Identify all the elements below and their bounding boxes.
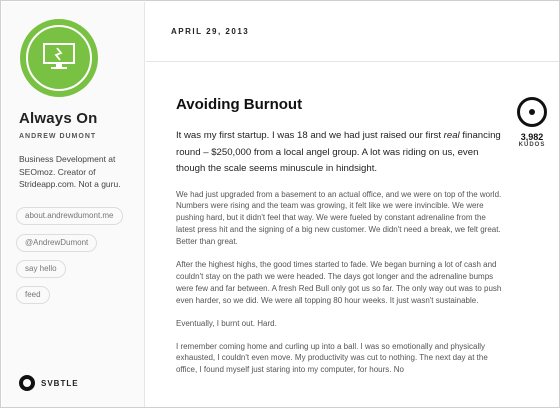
kudos-label: KUDOS	[518, 142, 546, 148]
kudos-circle-icon[interactable]	[517, 97, 547, 127]
author-name: ANDREW DUMONT	[19, 133, 97, 140]
lead-paragraph	[176, 128, 506, 178]
author-bio: Business Development at SEOmoz. Creator of Strideapp.com. Not a guru.	[19, 154, 121, 189]
link-twitter[interactable]: @AndrewDumont	[16, 234, 97, 252]
lead-emphasis: real	[443, 130, 460, 141]
kudos-count: 3,982	[520, 132, 544, 142]
paragraph: After the highest highs, the good times started to fade. We began burning a lot of cash and couldn't stay on the path we were headed. The days got longer and the adrenaline bumps were few and far between. A fresh Red Bull only got us so far. The only way out was to push even harder, so we did. We were all topping 80 hour weeks. It just wasn't sustainable.	[176, 260, 502, 305]
paragraph: We had just upgraded from a basement to an actual office, and we were on top of the world. Numbers were rising and the team was growing, it felt like we were invincible. We were pushing hard, but it didn't feel that way. We were fueled by constant adrenaline from the latest press hit and the signing of a big new customer. We didn't need a break, we felt great. Better than great.	[176, 189, 502, 247]
article	[176, 96, 506, 387]
post-title[interactable]: Avoiding Burnout	[176, 96, 303, 113]
link-say-hello[interactable]: say hello	[16, 260, 66, 278]
blog-title[interactable]: Always On	[19, 110, 98, 127]
kudos-widget[interactable]	[515, 97, 549, 148]
avatar[interactable]	[20, 19, 98, 97]
monitor-icon	[42, 43, 76, 71]
lead-text-start: It was my first startup. I was 18 and we had just raised our first	[176, 130, 444, 141]
paragraph: I remember coming home and curling up into a ball. I was so emotionally and physically exhausted, I couldn't even move. My productivity was cut to nothing. The next day at the office, I found myself just staring into my computer, for hours. No	[176, 341, 488, 375]
svbtle-label: SVBTLE	[41, 379, 79, 388]
sidebar	[2, 2, 145, 407]
svbtle-logo-icon	[19, 375, 35, 391]
header-divider	[146, 61, 560, 62]
link-about[interactable]: about.andrewdumont.me	[16, 207, 123, 225]
post-date: APRIL 29, 2013	[171, 27, 250, 36]
paragraph: Eventually, I burnt out. Hard.	[176, 318, 277, 328]
lead-text-end: financing round – $250,000 from a local angel group. A lot was riding on us, even though the scale seems minuscule in hindsight.	[176, 130, 501, 174]
link-feed[interactable]: feed	[16, 286, 50, 304]
